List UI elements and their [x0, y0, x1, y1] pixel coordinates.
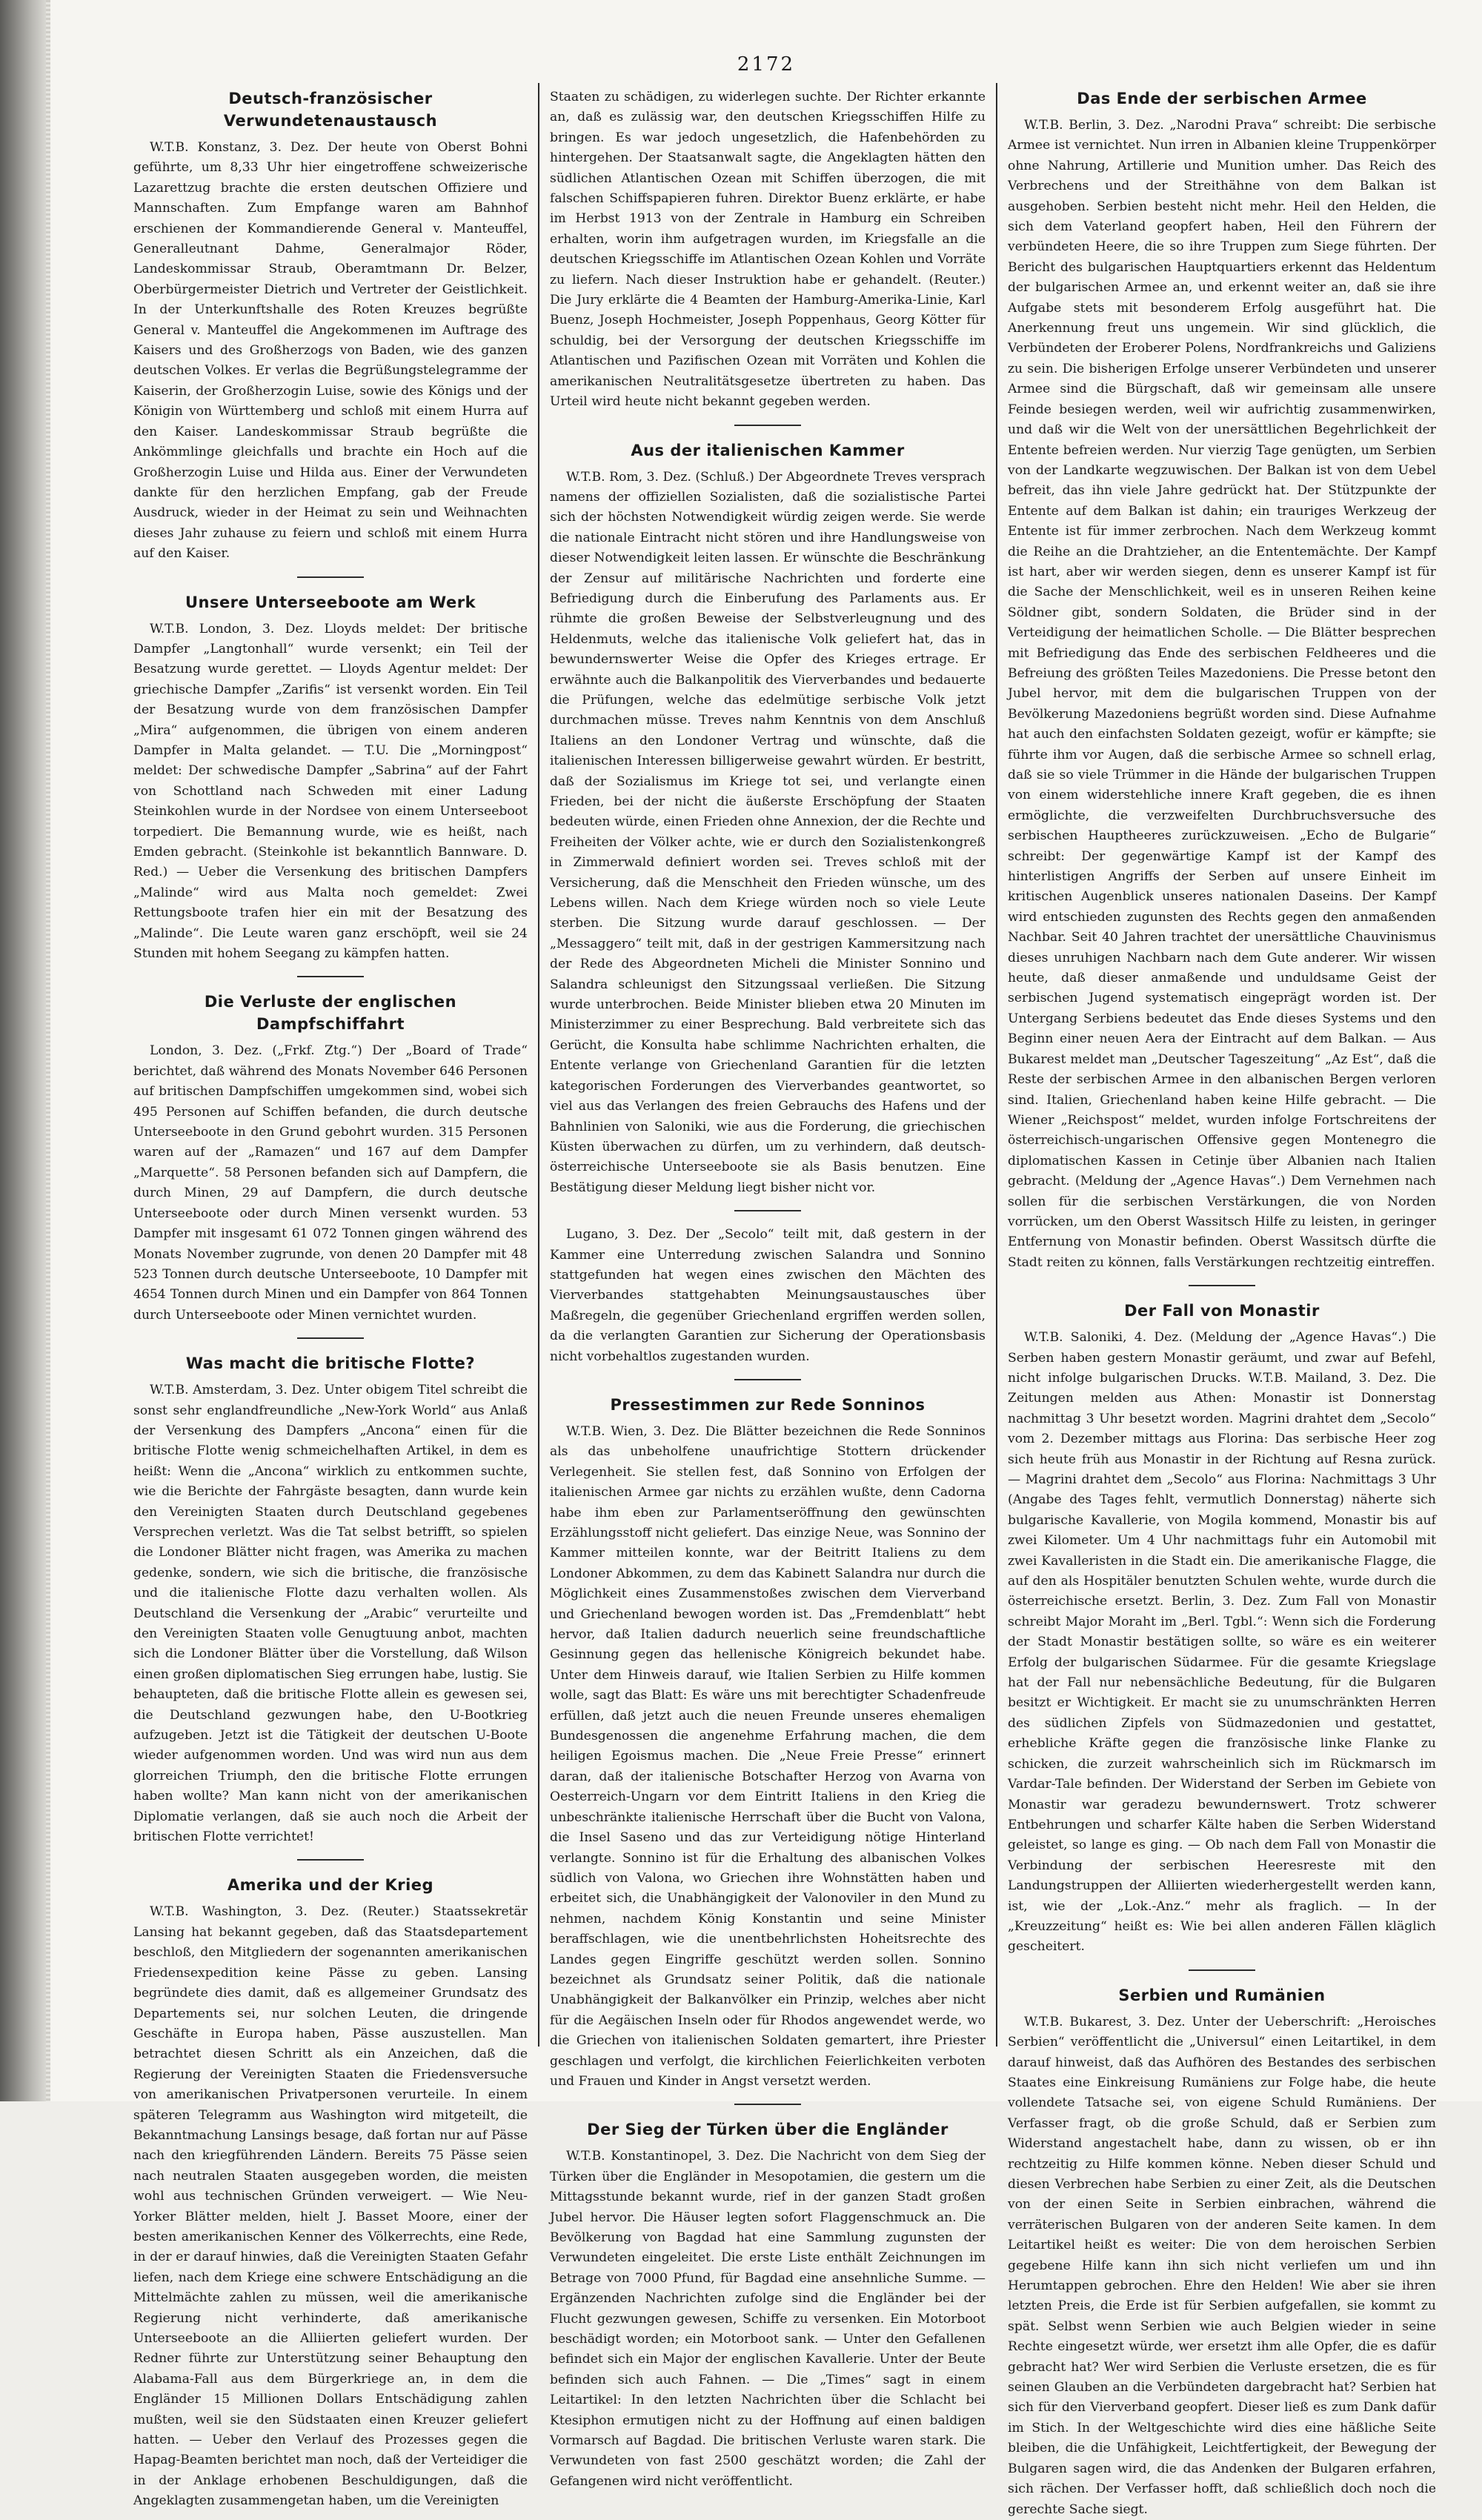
article-headline: Die Verluste der englischen Dampfschiffahrt — [204, 993, 457, 1034]
article — [550, 2118, 986, 2492]
article — [1008, 1300, 1436, 1958]
article-body: W.T.B. Bukarest, 3. Dez. Unter der Ueberschrift: „Heroisches Serbien“ veröffentlicht die „Universul“ einen Leitartikel, in dem darauf hinweist, daß das Aufhören des Bestandes des serbischen Staates eine Einkreisung Rumäniens zur Folge habe, die heute vollendete Tatsache sei, von eigene Schuld Rumäniens. Der Verfasser fragt, ob die große Schuld, daß er Serbien zum Widerstand angestachelt habe, dann zu wissen, ob er ihn rechtzeitig zu Hilfe kommen könne. Neben dieser Schuld und diesen Verbrechen habe Serbien zu einer Zeit, als die Deutschen von der einen Seite in Serbien einbrachen, während die verräterischen Bulgaren von der anderen Seite kamen. In dem Leitartikel heißt es weiter: Die von dem heroischen Serbien gegebene Hilfe kann ihn sich nicht verliefen um und ihn Herumtappen gebrochen. Ehre den Helden! Wie aber sie ihren letzten Preis, die Erde ist für Serbien aufgefallen, sie kommt zu spät. Selbst wenn Serbien wie auch Belgien wieder in seine Rechte eingesetzt würde, wer ersetzt ihm alle Opfer, die es dafür gebracht hat? Wer wird Serbien die Verluste ersetzen, die es für seinen Glauben an die Verbündeten dargebracht hat? Serbien hat sich für den Vierverband geopfert. Dieser ließ es zum Dank dafür im Stich. In der Weltgeschichte wird dies eine häßliche Seite bleiben, die die Unfähigkeit, Leichtfertigkeit, der Bewegung der Bulgaren sagen wird, die das Andenken der Bulgaren erfahren, sich rächen. Der Verfasser hofft, daß schließlich doch noch die gerechte Sache siegt. — [1008, 2014, 1436, 2517]
article-headline: Das Ende der serbischen Armee — [1077, 90, 1367, 107]
column-rule — [538, 83, 539, 2047]
column-left — [133, 87, 528, 2509]
newspaper-page — [50, 0, 1482, 2517]
article-separator — [734, 425, 801, 426]
article-separator — [297, 1337, 364, 1339]
article — [133, 1352, 528, 1847]
article-body: W.T.B. London, 3. Dez. Lloyds meldet: Der britische Dampfer „Langtonhall“ wurde versenkt; ein Teil der Besatzung wurde gerettet. — Lloyds Agentur meldet: Der griechische Dampfer „Zarifis“ ist versenkt worden. Ein Teil der Besatzung wurde von dem französischen Dampfer „Mira“ aufgenommen, die übrigen von einem anderen Dampfer in Malta gelandet. — T.U. Die „Morningpost“ meldet: Der schwedische Dampfer „Sabrina“ auf der Fahrt von Schottland nach Schweden mit einer Ladung Steinkohlen wurde in der Nordsee von einem Unterseeboot torpediert. Die Bemannung wurde, wie es heißt, nach Emden gebracht. (Steinkohle ist bekanntlich Bannware. D. Red.) — Ueber die Versenkung des britischen Dampfers „Malinde“ wird aus Malta noch gemeldet: Zwei Rettungsboote trafen hier ein mit der Besatzung des „Malinde“. Die Leute waren ganz erschöpft, weil sie 24 Stunden mit hohem Seegang zu kämpfen hatten. — [133, 621, 528, 962]
article-body: W.T.B. Berlin, 3. Dez. „Narodni Prava“ schreibt: Die serbische Armee ist vernichtet. Nun irren in Albanien kleine Truppenkörper ohne Nahrung, Artillerie und Munition umher. Das Reich des Verbrechens und der Streithähne von dem Balkan ist ausgehoben. Serbien besteht nicht mehr. Heil den Helden, die sich dem Vaterland geopfert haben, Heil den Führern der verbündeten Heere, die so ihre Truppen zum Siege führten. Der Bericht des bulgarischen Hauptquartiers erkennt das Heldentum der bulgarischen Armee an, und erkennt weiter an, daß sie ihre Aufgabe stets mit besonderem Erfolg ausgeführt hat. Die Anerkennung freut uns ungemein. Wir sind glücklich, die Verbündeten der Eroberer Polens, Nordfrankreichs und Galiziens zu sein. Die bisherigen Erfolge unserer Verbündeten und unserer Armee sind die Bürgschaft, daß wir gemeinsam alle unsere Feinde besiegen werden, weil wir aufrichtig zusammenwirken, und daß wir die Welt von der unersättlichen Begehrlichkeit der Entente befreien werden. Nur vierzig Tage genügten, um Serbien von der Landkarte wegzuwischen. Der Balkan ist von dem Uebel befreit, das ihn viele Jahre gedrückt hat. Der Stützpunkte der Entente auf dem Balkan ist dahin; ein trauriges Werkzeug der Entente ist für immer zerbrochen. Nach dem Werkzeug kommt die Reihe an die Drahtzieher, an die Ententemächte. Der Kampf ist hart, aber wir werden siegen, denn es unserer Kampf ist für die Sache der Menschlichkeit, weil es in unseren Reihen keine Söldner gibt, sondern Soldaten, die Brüder sind in der Verteidigung der heimatlichen Scholle. — Die Blätter besprechen mit Befriedigung das Ende des serbischen Feldheeres und die Befreiung des größten Teiles Mazedoniens. Die Presse betont den Jubel hervor, mit dem die bulgarischen Truppen von der Bevölkerung Mazedoniens begrüßt worden sind. Diese Aufnahme hat auch den einfachsten Soldaten gezeigt, wofür er kämpfte; sie führte ihm vor Augen, daß die serbische Armee so schnell erlag, daß sie so viele Trümmer in die Hände der bulgarischen Truppen von einem widerstehliche innere Kraft gegeben, die es ihnen ermöglichte, die verzweifelten Durchbruchsversuche des serbischen Hauptheeres zurückzuweisen. „Echo de Bulgarie“ schreibt: Der gegenwärtige Kampf ist der Kampf des hinterlistigen Angriffs der Serben auf unsere Einheit im kritischen Augenblick unseres nationalen Daseins. Der Kampf wird entschieden zugunsten des Rechts gegen den anmaßenden Nachbar. Seit 40 Jahren trachtet der unersättliche Chauvinismus dieses unruhigen Nachbarn nach dem Gute anderer. Wir wissen heute, daß dieser anmaßende und unduldsame Geist der serbischen Jugend systematisch eingeprägt worden ist. Der Untergang Serbiens bedeutet das Ende dieses Systems und den Beginn einer neuen Aera der Eintracht auf dem Balkan. — Aus Bukarest meldet man „Deutscher Tageszeitung“ „Az Est“, daß die Reste der serbischen Armee in den albanischen Bergen verloren sind. Italien, Griechenland haben keine Hilfe gebracht. — Die Wiener „Reichspost“ meldet, wurden infolge Fortschreitens der österreichisch-ungarischen Offensive gegen Montenegro die diplomatischen Kassen in Cetinje über Albanien nach Italien gebracht. (Meldung der „Agence Havas“.) Dem Vernehmen nach sollen für die serbischen Verstärkungen, die von Norden vorrücken, um den Oberst Wassitsch Hilfe zu leisten, in geringer Entfernung von Monastir befinden. Oberst Wassitsch dürfte die Stadt reiten zu können, falls Verstärkungen rechtzeitig eintreffen. — [1008, 118, 1436, 1270]
page-number: 2172 — [737, 53, 796, 76]
article-separator — [1189, 1969, 1255, 1971]
article — [133, 87, 528, 565]
article-headline: Amerika und der Krieg — [227, 1876, 434, 1895]
article-body: W.T.B. Amsterdam, 3. Dez. Unter obigem Titel schreibt die sonst sehr englandfreundliche „New-York World“ aus Anlaß der Versenkung des Dampfers „Ancona“ einen für die britische Flotte wenig schmeichelhaften Artikel, in dem es heißt: Wenn die „Ancona“ wirklich zu entkommen suchte, wie die Berichte der Fahrgäste besagten, dann wurde kein den Vereinigten Staaten durch Deutschland gegebenes Versprechen verletzt. Was die Tat selbst betrifft, so spielen die Londoner Blätter nicht fragen, was Amerika zu machen gedenke, sondern, wie sich die britische, die französische und die italienische Flotte dazu verhalten wollen. Als Deutschland die Versenkung der „Arabic“ verurteilte und den Vereinigten Staaten volle Genugtuung anbot, machten sich die Londoner Blätter über die Vorstellung, daß Wilson einen großen diplomatischen Sieg errungen habe, lustig. Sie behaupteten, daß die britische Flotte allein es gewesen sei, die Deutschland gezwungen habe, den U-Bootkrieg aufzugeben. Jetzt ist die Tätigkeit der deutschen U-Boote wieder aufgenommen worden. Und was wird nun aus dem glorreichen Triumph, den die britische Flotte errungen haben wollte? Man kann nicht von der amerikanischen Diplomatie verlangen, daß sie auch noch die Arbeit der britischen Flotte verrichtet! — [133, 1383, 528, 1845]
article-separator — [734, 1210, 801, 1211]
article-headline: Deutsch-französischer Verwundetenaustausch — [223, 90, 438, 130]
column-middle — [550, 87, 986, 2489]
article-continuation — [550, 87, 986, 413]
article-separator — [1189, 1285, 1255, 1286]
article-headline: Der Sieg der Türken über die Engländer — [587, 2121, 948, 2139]
column-right — [1008, 87, 1436, 2517]
article-headline: Serbien und Rumänien — [1118, 1986, 1326, 2004]
article-body: W.T.B. Konstanz, 3. Dez. Der heute von Oberst Bohni geführte, um 8,33 Uhr hier eingetroffene schweizerische Lazarettzug brachte die ersten deutschen Offiziere und Mannschaften. Zum Empfange waren am Bahnhof erschienen der Kommandierende General v. Manteuffel, Generalleutnant Dahme, Generalmajor Röder, Landeskommissar Straub, Oberamtmann Dr. Belzer, Oberbürgermeister Dietrich und Vertreter der Geistlichkeit. In der Unterkunftshalle des Roten Kreuzes begrüßte General v. Manteuffel die Angekommenen im Auftrage des Kaisers und des Großherzogs von Baden, wie des ganzen deutschen Volkes. Er verlas die Begrüßungstelegramme der Kaiserin, der Großherzogin Luise, sowie des Königs und der Königin von Württemberg und schloß mit einem Hurra auf den Kaiser. Landeskommissar Straub begrüßte die Ankömmlinge gleichfalls und brachte ein Hoch auf die Großherzogin Luise und Hilda aus. Einer der Verwundeten dankte für den herzlichen Empfang, gab der Freude Ausdruck, wieder in der Heimat zu sein und Weihnachten dieses Jahr zuhause zu feiern und schloß mit einem Hurra auf den Kaiser. — [133, 140, 528, 562]
column-rule — [996, 83, 997, 2047]
article-separator — [297, 976, 364, 977]
article — [1008, 87, 1436, 1273]
article-body: Lugano, 3. Dez. Der „Secolo“ teilt mit, daß gestern in der Kammer eine Unterredung zwischen Salandra und Sonnino stattgefunden hat wegen eines zwischen den Mächten des Vierverbandes stattgehabten Meinungsaustausches über Maßregeln, die gegenüber Griechenland ergriffen werden sollen, da die verlangten Garantien zur Sicherung der Operationsbasis nicht vorbehaltlos zugestanden wurden. — [550, 1227, 986, 1364]
article-body: W.T.B. Rom, 3. Dez. (Schluß.) Der Abgeordnete Treves versprach namens der offiziellen Sozialisten, daß die sozialistische Partei sich der höchsten Notwendigkeit würdig zeigen werde. Sie werde die nationale Eintracht nicht stören und ihre Handlungsweise von dieser Notwendigkeit leiten lassen. Er wünschte die Beschränkung der Zensur auf militärische Nachrichten und forderte eine Befriedigung durch die Einberufung des Parlaments aus. Er rühmte die großen Beweise der Selbstverleugnung und des Heldenmuts, welche das italienische Volk geliefert hat, das in bewundernswerter Weise die Opfer des Krieges ertrage. Er erwähnte auch die Balkanpolitik des Vierverbandes und bedauerte die Prüfungen, welche das edelmütige serbische Volk jetzt durchmachen müsse. Treves nahm Kenntnis von dem Anschluß Italiens an den Londoner Vertrag und wünschte, daß die italienischen Interessen billigerweise gewahrt würden. Er bestritt, daß der Sozialismus im Kriege tot sei, und verlangte einen Frieden, bei der nicht die äußerste Erschöpfung der Staaten bedeuten würde, einen Frieden ohne Annexion, der die Rechte und Freiheiten der Völker achte, wie er durch den Sozialistenkongreß in Zimmerwald definiert worden sei. Treves schloß mit der Versicherung, daß die Menschheit den Frieden wünsche, um des Lebens willen. Nach dem Kriege würden noch so viele Leute sterben. Die Sitzung wurde darauf geschlossen. — Der „Messaggero“ teilt mit, daß in der gestrigen Kammersitzung nach der Rede des Abgeordneten Micheli die Minister Sonnino und Salandra schleunigst den Sitzungssaal verließen. Die Sitzung wurde unterbrochen. Beide Minister blieben etwa 20 Minuten im Ministerzimmer zu einer Besprechung. Bald verbreitete sich das Gerücht, die Konsulta habe schlimme Nachrichten erhalten, die Entente verlange von Griechenland Garantien für die letzten kategorischen Forderungen des Vierverbandes geantwortet, so viel aus das Verlangen des freien Gebrauchs des Hafens und der Bahnlinien von Saloniki, wie aus die Forderung, die griechischen Küsten überwachen zu dürfen, um zu verhindern, daß deutsch-österreichische Unterseeboote sie als Basis benutzen. Eine Bestätigung dieser Meldung liegt bisher nicht vor. — [550, 469, 986, 1195]
article-separator — [734, 1379, 801, 1380]
article — [550, 439, 986, 1199]
article-headline: Unsere Unterseeboote am Werk — [185, 593, 476, 611]
article-separator — [297, 576, 364, 578]
article-body: London, 3. Dez. („Frkf. Ztg.“) Der „Board of Trade“ berichtet, daß während des Monats November 646 Personen auf britischen Dampfschiffen umgekommen sind, wobei sich 495 Personen auf Schiffen befanden, die durch deutsche Unterseeboote in den Grund gebohrt wurden. 315 Personen waren auf der „Ramazen“ und 167 auf dem Dampfer „Marquette“. 58 Personen befanden sich auf Dampfern, die durch Minen, 29 auf Dampfern, die durch deutsche Unterseeboote oder durch Minen versenkt wurden. 53 Dampfer mit insgesamt 61 072 Tonnen gingen während des Monats November zugrunde, von denen 20 Dampfer mit 48 523 Tonnen durch deutsche Unterseeboote, 10 Dampfer mit 4654 Tonnen durch Minen und ein Dampfer von 864 Tonnen durch Unterseeboote oder Minen vernichtet wurden. — [133, 1043, 528, 1323]
article-headline: Was macht die britische Flotte? — [185, 1354, 476, 1373]
article — [133, 1874, 528, 2511]
article — [1008, 1984, 1436, 2520]
article-body: W.T.B. Washington, 3. Dez. (Reuter.) Staatssekretär Lansing hat bekannt gegeben, daß das Staatsdepartement beschloß, den Mitgliedern der sogenannten amerikanischen Friedensexpedition keine Pässe zu geben. Lansing begründete dies damit, daß es allgemeiner Grundsatz des Departements sei, nur solchen Leuten, die dringende Geschäfte in Europa haben, Pässe auszustellen. Man betrachtet diesen Schritt als ein Anzeichen, daß die Regierung der Vereinigten Staaten die Friedensversuche von amerikanischen Privatpersonen verurteile. In einem späteren Telegramm aus Washington wird mitgeteilt, die Bekanntmachung Lansings besage, daß fortan nur auf Pässe nach den kriegführenden Ländern. Bereits 75 Pässe seien nach neutralen Staaten ausgegeben worden, die meisten wohl aus technischen Gründen verweigert. — Wie Neu-Yorker Blätter melden, hielt J. Basset Moore, einer der besten amerikanischen Kenner des Völkerrechts, eine Rede, in der er darauf hinwies, daß die Vereinigten Staaten Gefahr liefen, nach dem Kriege eine schwere Entschädigung an die Mittelmächte zahlen zu müssen, weil die amerikanische Regierung nicht verhinderte, daß amerikanische Unterseeboote an die Alliierten geliefert wurden. Der Redner führte zur Unterstützung seiner Behauptung den Alabama-Fall aus dem Bürgerkriege an, in dem die Engländer 15 Millionen Dollars Entschädigung zahlen mußten, weil sie den Südstaaten einen Kreuzer geliefert hatten. — Ueber den Verlauf des Prozesses gegen die Hapag-Beamten berichtet man noch, daß der Verteidiger die in der Anklage erhobenen Beschuldigungen, daß die Angeklagten zusammengetan haben, um die Vereinigten — [133, 1904, 528, 2509]
article — [133, 591, 528, 965]
book-binding-shadow — [0, 0, 46, 2101]
article-headline: Aus der italienischen Kammer — [631, 441, 905, 459]
article-body: Staaten zu schädigen, zu widerlegen suchte. Der Richter erkannte an, daß es zulässig war, den deutschen Kriegsschiffen Hilfe zu bringen. Es war jedoch ungesetzlich, die Hafenbehörden zu hintergehen. Der Staatsanwalt sagte, die Angeklagten hätten den südlichen Atlantischen Ozean mit Schiffen überzogen, die mit falschen Schiffspapieren fuhren. Direktor Buenz erklärte, er habe im Herbst 1913 von der Zentrale in Hamburg ein Schreiben erhalten, worin ihm aufgetragen wurden, im Kriegsfalle an die deutschen Kriegsschiffe im Atlantischen Ozean Kohlen und Vorräte zu liefern. Nach dieser Instruktion habe er gehandelt. (Reuter.) Die Jury erklärte die 4 Beamten der Hamburg-Amerika-Linie, Karl Buenz, Joseph Hochmeister, Joseph Poppenhaus, Georg Kötter für schuldig, bei der Versorgung der deutschen Kriegsschiffe im Atlantischen und Pazifischen Ozean mit Vorräten und Kohlen die amerikanischen Neutralitätsgesetze übertreten zu haben. Das Urteil wird heute nicht bekannt gegeben werden. — [550, 90, 986, 410]
article — [550, 1225, 986, 1367]
article-headline: Der Fall von Monastir — [1124, 1302, 1320, 1320]
article-body: W.T.B. Wien, 3. Dez. Die Blätter bezeichnen die Rede Sonninos als das unbeholfene unaufrichtige Stottern drückender Verlegenheit. Sie stellen fest, daß Sonnino von Erfolgen der italienischen Armee gar nichts zu erzählen wußte, denn Cadorna habe ihm eben zur Parlamentseröffnung den gewünschten Erzählungsstoff nicht geliefert. Das einzige Neue, was Sonnino der Kammer mitteilen konnte, war der Beitritt Italiens zu dem Londoner Abkommen, zu dem das Kabinett Salandra nur durch die Möglichkeit eines Zusammenstoßes zwischen dem Vierverband und Griechenland bewogen worden ist. Das „Fremdenblatt“ hebt hervor, daß Italien dadurch neuerlich seine freundschaftliche Gesinnung gegen das hellenische Königreich bekundet habe. Unter dem Hinweis darauf, wie Italien Serbien zu Hilfe kommen wolle, sagt das Blatt: Es wäre uns mit berechtigter Schadenfreude erfüllen, daß jetzt auch die neuen Freunde unseres ehemaligen Bundesgenossen die angenehme Erfahrung machen, die dem heiligen Egoismus machen. Die „Neue Freie Presse“ erinnert daran, daß der italienische Botschafter Herzog von Avarna von Oesterreich-Ungarn vor dem Eintritt Italiens in den Krieg die unbeschränkte italienische Herrschaft über die Bucht von Valona, die Insel Saseno und das zur Verteidigung nötige Hinterland verlangte. Sonnino ist für die Erhaltung des albanischen Volkes südlich von Valona, wo Griechen ihre Wohnstätten haben und erbeitet sich, die Unabhängigkeit der Valonoviler in den Mund zu nehmen, nachdem König Konstantin und seine Minister beraffschlagen, wie die unentbehrlichsten Hoheitsrechte des Landes gegen Eingriffe geschützt werden sollen. Sonnino bezeichnet als Grundsatz seiner Politik, daß die nationale Unabhängigkeit der Balkanvölker ein Prinzip, welches aber nicht für die Aegäischen Inseln oder für Rhodos angewendet werde, wo die Griechen von italienischen Soldaten gemartert, ihre Priester geschlagen und verfolgt, die kirchlichen Feierlichkeiten verboten und Frauen und Kinder in Angst versetzt werden. — [550, 1423, 986, 2089]
article-headline: Pressestimmen zur Rede Sonninos — [610, 1395, 926, 1414]
article — [133, 991, 528, 1326]
article-separator — [297, 1859, 364, 1861]
article-body: W.T.B. Saloniki, 4. Dez. (Meldung der „Agence Havas“.) Die Serben haben gestern Monastir geräumt, und zwar auf Befehl, nicht infolge bulgarischen Drucks. W.T.B. Mailand, 3. Dez. Die Zeitungen melden aus Athen: Monastir ist Donnerstag nachmittag 3 Uhr besetzt worden. Magrini drahtet dem „Secolo“ vom 2. Dezember mittags aus Florina: Das serbische Heer zog sich heute früh aus Monastir in der Richtung auf Resna zurück. — Magrini drahtet dem „Secolo“ aus Florina: Nachmittags 3 Uhr (Angabe des Tages fehlt, vermutlich Donnerstag) näherte sich bulgarische Kavallerie, von Mogila kommend, Monastir bis auf zwei Kilometer. Um 4 Uhr nachmittags fuhr ein Automobil mit zwei Kavalleristen in die Stadt ein. Die amerikanische Flagge, die auf den als Hospitäler benutzten Schulen wehte, wurde durch die österreichische ersetzt. Berlin, 3. Dez. Zum Fall von Monastir schreibt Major Moraht im „Berl. Tgbl.“: Wenn sich die Forderung der Stadt Monastir bestätigen sollte, so wäre es ein weiterer Erfolg der bulgarischen Südarmee. Für die gesamte Kriegslage hat der Fall nur nebensächliche Bedeutung, für die Bulgaren besitzt er Wichtigkeit. Er macht sie zu unumschränkten Herren des südlichen Zipfels von Südmazedonien und gestattet, erhebliche Kräfte gegen die französische linke Flanke zu schicken, die zurzeit wahrscheinlich sich im Rückmarsch im Vardar-Tale befinden. Der Widerstand der Serben im Gebiete von Monastir war geradezu bewundernswert. Trotz schwerer Entbehrungen und scharfer Kälte haben die Serben Widerstand geleistet, so lange es ging. — Ob nach dem Fall von Monastir die Verbindung der serbischen Heeresreste mit den Landungstruppen der Alliierten wiederhergestellt werden kann, ist, wie der „Lok.-Anz.“ mehr als fraglich. — In der „Kreuzzeitung“ heißt es: Wie bei allen anderen Fällen kläglich gescheitert. — [1008, 1330, 1436, 1955]
article-body: W.T.B. Konstantinopel, 3. Dez. Die Nachricht von dem Sieg der Türken über die Engländer in Mesopotamien, die gestern um die Mittagsstunde bekannt wurde, rief in der ganzen Stadt großen Jubel hervor. Die Häuser legten sofort Flaggenschmuck an. Die Bevölkerung von Bagdad hat eine Sammlung zugunsten der Verwundeten eingeleitet. Die erste Liste enthält Zeichnungen im Betrage von 7000 Pfund, für Bagdad eine ansehnliche Summe. — Ergänzenden Nachrichten zufolge sind die Engländer bei der Flucht gezwungen gewesen, Schiffe zu versenken. Ein Motorboot beschädigt worden; ein Motorboot sank. — Unter den Gefallenen befindet sich ein Major der englischen Kavallerie. Unter der Beute befinden sich auch Fahnen. — Die „Times“ sagt in einem Leitartikel: In den letzten Nachrichten über die Schlacht bei Ktesiphon ermutigen nicht zu der Hoffnung auf einen baldigen Vormarsch auf Bagdad. Die britischen Verluste waren stark. Die Verwundeten von fast 2500 geschätzt worden; die Zahl der Gefangenen wird nicht veröffentlicht. — [550, 2149, 986, 2489]
article-separator — [734, 2104, 801, 2105]
article — [550, 1394, 986, 2092]
